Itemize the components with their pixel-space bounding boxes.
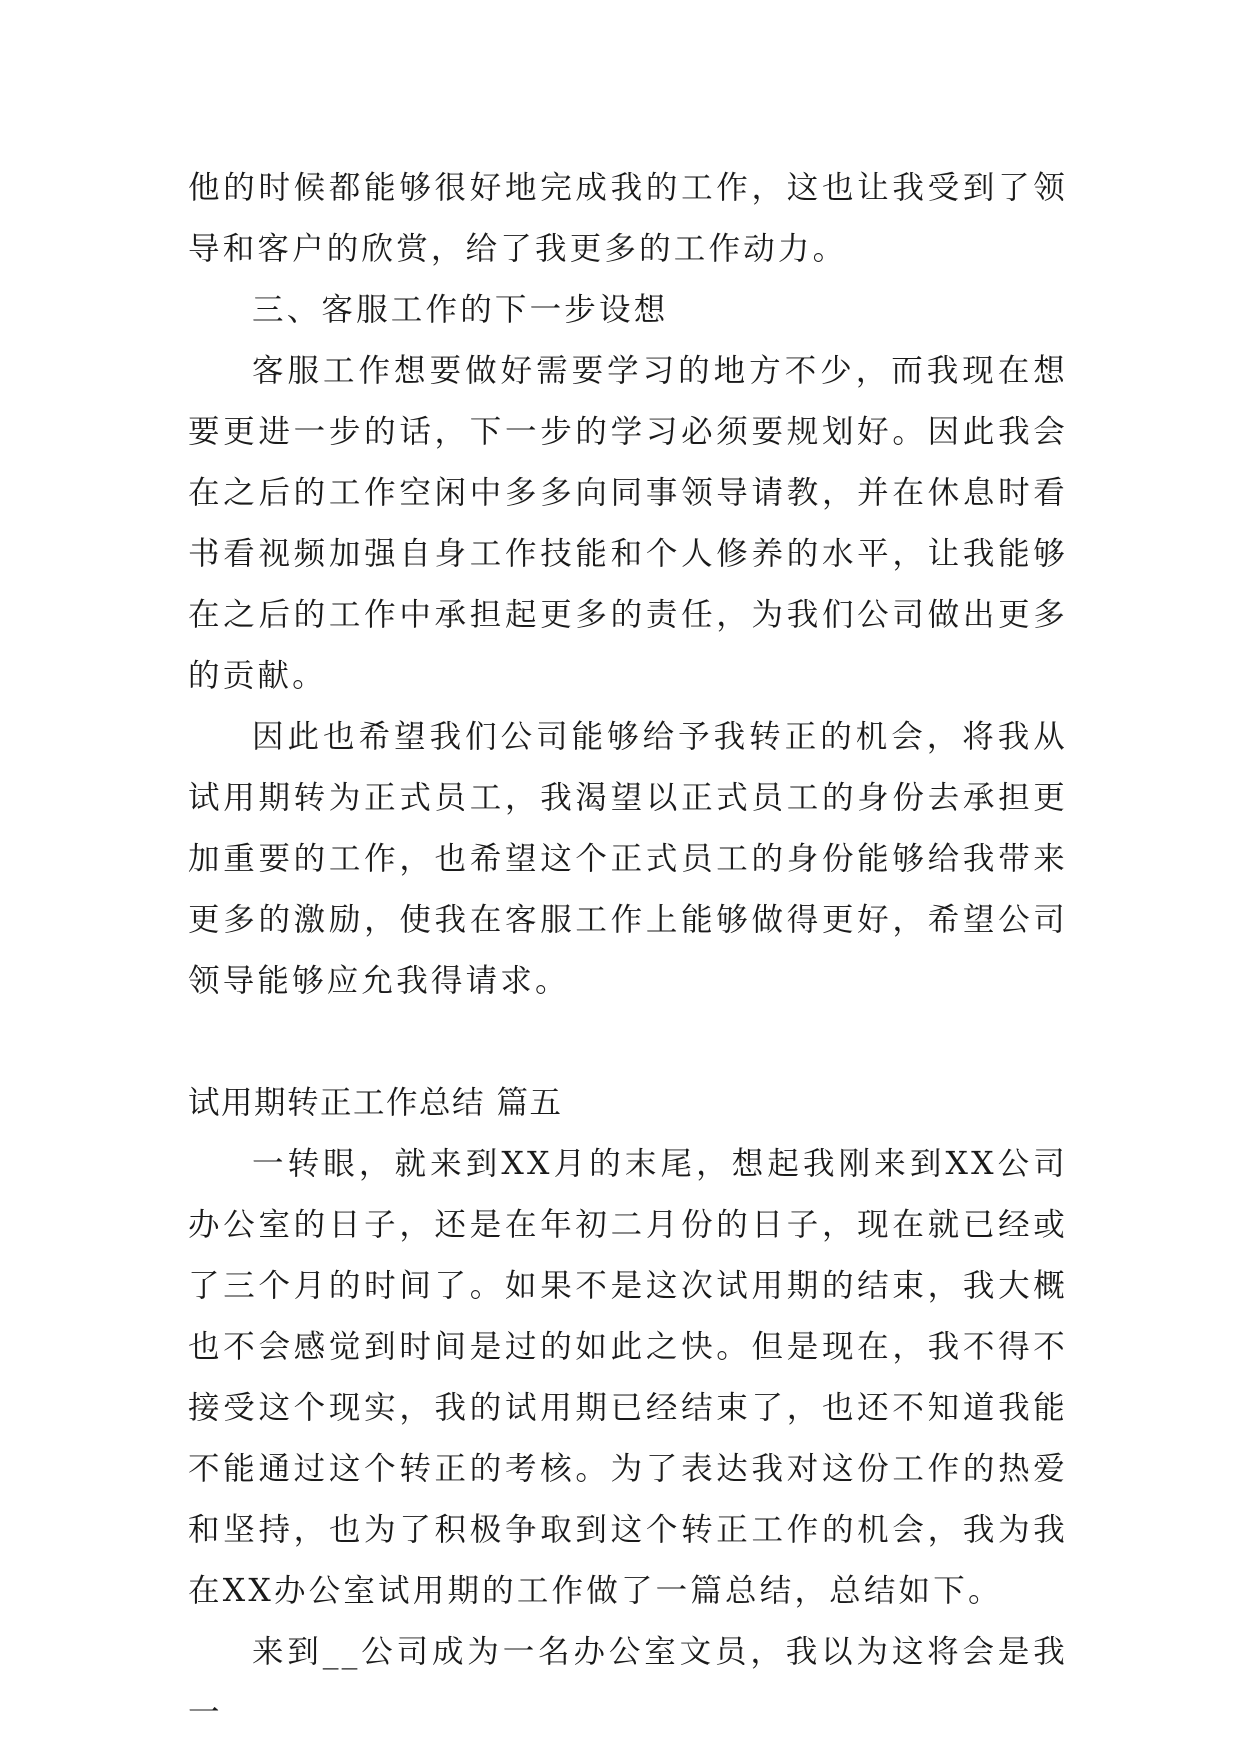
paragraph-next-steps: 客服工作想要做好需要学习的地方不少，而我现在想要更进一步的话，下一步的学习必须要规划好。因此我会在之后的工作空闲中多多向同事领导请教，并在休息时看书看视频加强自身工作技能和个人修养的水平，让我能够在之后的工作中承担起更多的责任，为我们公司做出更多的贡献。 [188,353,1068,694]
paragraph-continuation: 他的时候都能够很好地完成我的工作，这也让我受到了领导和客户的欣赏，给了我更多的工作动力。 [188,170,1068,267]
subheading-next-steps: 三、客服工作的下一步设想 [252,292,669,328]
paragraph-office-clerk: 来到__公司成为一名办公室文员，我以为这将会是我一 [188,1634,1068,1731]
paragraph-intro-summary: 一转眼，就来到XX月的末尾，想起我刚来到XX公司办公室的日子，还是在年初二月份的日子，现在就已经或了三个月的时间了。如果不是这次试用期的结束，我大概也不会感觉到时间是过的如此之快。但是现在，我不得不接受这个现实，我的试用期已经结束了，也还不知道我能不能通过这个转正的考核。为了表达我对这份工作的热爱和坚持，也为了积极争取到这个转正工作的机会，我为我在XX办公室试用期的工作做了一篇总结，总结如下。 [188,1146,1068,1609]
document-body [188,158,1068,1744]
paragraph-request-conversion: 因此也希望我们公司能够给予我转正的机会，将我从试用期转为正式员工，我渴望以正式员工的身份去承担更加重要的工作，也希望这个正式员工的身份能够给我带来更多的激励，使我在客服工作上能够做得更好，希望公司领导能够应允我得请求。 [188,719,1068,999]
section-title: 试用期转正工作总结 篇五 [188,1085,563,1121]
